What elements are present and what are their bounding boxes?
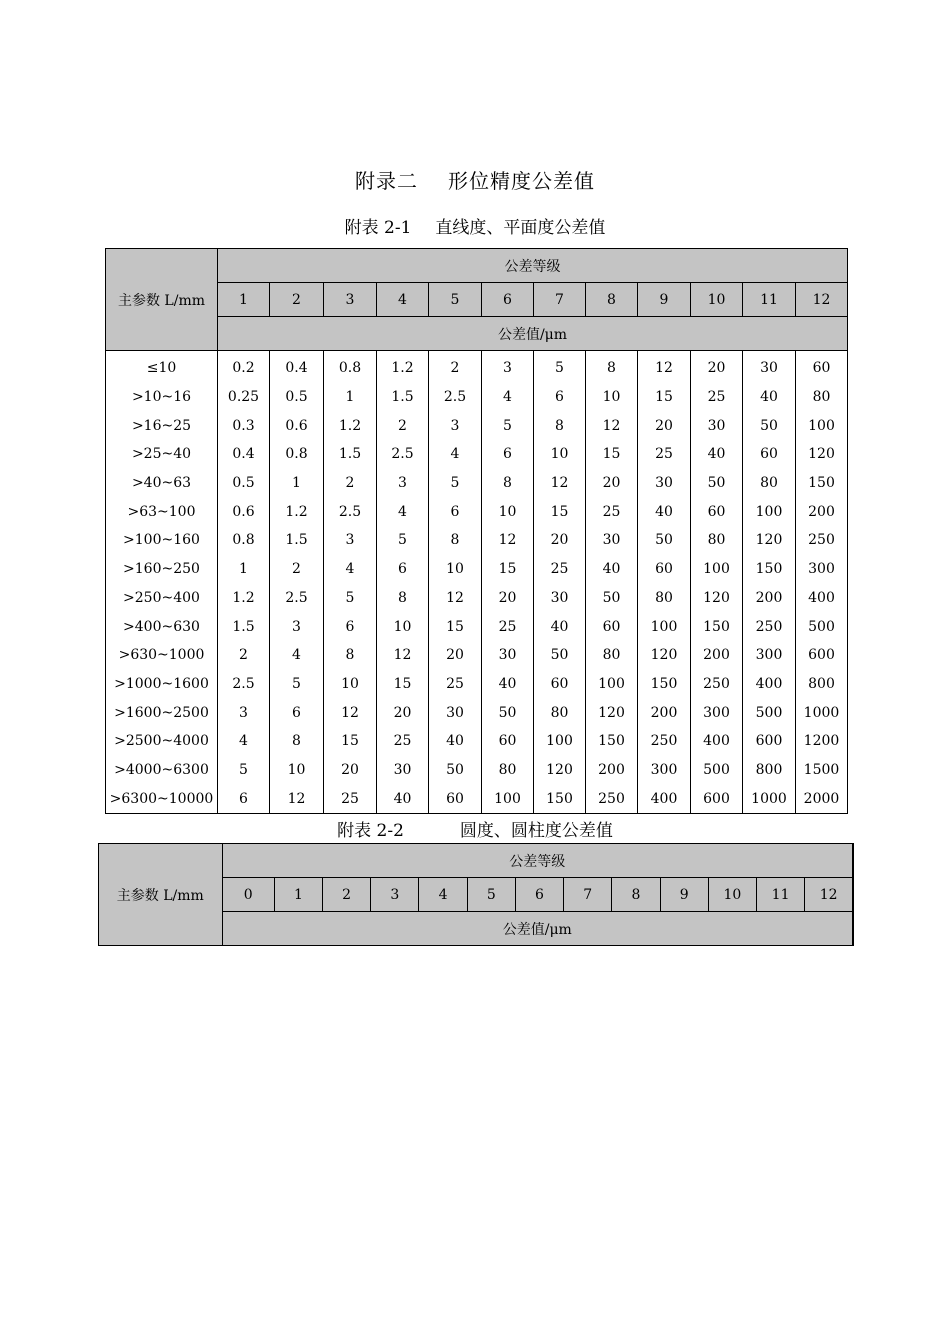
grade-cell: 1 [274, 878, 322, 912]
value-cell: 5 [482, 411, 534, 440]
value-cell: 2.5 [429, 383, 482, 412]
value-cell: 40 [482, 670, 534, 699]
value-cell: 250 [796, 526, 848, 555]
value-cell: 1.5 [377, 383, 429, 412]
table-row [106, 670, 848, 699]
table-row [106, 612, 848, 641]
value-cell: 50 [743, 411, 796, 440]
table-row [106, 784, 848, 813]
value-cell: 25 [691, 383, 743, 412]
value-cell: 12 [377, 641, 429, 670]
appendix-label: 附录二 [355, 169, 418, 193]
value-cell: 1.2 [377, 351, 429, 383]
value-cell: 300 [743, 641, 796, 670]
value-cell: 60 [429, 784, 482, 813]
value-cell: 0.25 [218, 383, 270, 412]
value-cell: 25 [377, 727, 429, 756]
value-cell: 2 [324, 469, 377, 498]
table1-caption [0, 213, 950, 238]
value-cell: 12 [638, 351, 691, 383]
value-cell: 100 [743, 497, 796, 526]
value-cell: 50 [534, 641, 586, 670]
value-cell: 250 [638, 727, 691, 756]
value-cell: 2 [218, 641, 270, 670]
table-row [106, 727, 848, 756]
value-cell: 30 [586, 526, 638, 555]
value-cell: 300 [638, 756, 691, 785]
value-cell: 0.2 [218, 351, 270, 383]
value-cell: 400 [691, 727, 743, 756]
value-cell: 40 [638, 497, 691, 526]
value-cell: 50 [586, 584, 638, 613]
value-cell: 1500 [796, 756, 848, 785]
value-cell: 60 [743, 440, 796, 469]
table-row [106, 440, 848, 469]
value-cell: 25 [482, 612, 534, 641]
value-cell: 30 [743, 351, 796, 383]
value-cell: 6 [324, 612, 377, 641]
value-cell: 200 [638, 698, 691, 727]
value-cell: 8 [377, 584, 429, 613]
value-cell: 40 [534, 612, 586, 641]
value-cell: 600 [691, 784, 743, 813]
table-row [106, 469, 848, 498]
value-cell: 3 [377, 469, 429, 498]
param-cell: >6300~10000 [106, 784, 218, 813]
value-cell: 1000 [743, 784, 796, 813]
value-cell: 12 [534, 469, 586, 498]
param-cell: >4000~6300 [106, 756, 218, 785]
roundness-cylindricity-table [98, 843, 854, 946]
table-row [106, 584, 848, 613]
value-cell: 4 [324, 555, 377, 584]
value-cell: 1 [324, 383, 377, 412]
table-row [106, 383, 848, 412]
value-cell: 12 [270, 784, 324, 813]
value-cell: 12 [482, 526, 534, 555]
grade-cell: 2 [323, 878, 371, 912]
value-cell: 60 [796, 351, 848, 383]
value-cell: 4 [218, 727, 270, 756]
value-cell: 150 [796, 469, 848, 498]
value-cell: 500 [796, 612, 848, 641]
table-row [106, 756, 848, 785]
value-cell: 5 [218, 756, 270, 785]
param-cell: >25~40 [106, 440, 218, 469]
value-cell: 3 [270, 612, 324, 641]
value-cell: 800 [796, 670, 848, 699]
value-cell: 0.3 [218, 411, 270, 440]
value-cell: 5 [270, 670, 324, 699]
value-cell: 0.4 [270, 351, 324, 383]
value-cell: 8 [482, 469, 534, 498]
value-cell: 15 [482, 555, 534, 584]
grade-cell: 10 [708, 878, 756, 912]
value-cell: 6 [377, 555, 429, 584]
value-cell: 2.5 [377, 440, 429, 469]
param-cell: >1000~1600 [106, 670, 218, 699]
value-cell: 10 [586, 383, 638, 412]
value-cell: 150 [638, 670, 691, 699]
value-cell: 120 [743, 526, 796, 555]
value-cell: 12 [324, 698, 377, 727]
value-cell: 25 [638, 440, 691, 469]
value-cell: 40 [586, 555, 638, 584]
param-cell: >10~16 [106, 383, 218, 412]
table2-caption-title: 圆度、圆柱度公差值 [459, 821, 613, 841]
grade-cell: 3 [371, 878, 419, 912]
table2-caption [0, 816, 950, 841]
value-cell: 800 [743, 756, 796, 785]
grade-cell: 7 [534, 283, 586, 317]
param-header: 主参数 L/mm [99, 844, 223, 946]
param-cell: >100~160 [106, 526, 218, 555]
grade-cell: 4 [377, 283, 429, 317]
grade-cell: 1 [218, 283, 270, 317]
value-cell: 1000 [796, 698, 848, 727]
value-cell: 10 [324, 670, 377, 699]
appendix-title: 形位精度公差值 [448, 169, 595, 193]
value-cell: 10 [534, 440, 586, 469]
grade-cell: 6 [482, 283, 534, 317]
page-title [0, 165, 950, 194]
value-cell: 100 [796, 411, 848, 440]
grade-cell: 9 [638, 283, 691, 317]
value-cell: 60 [482, 727, 534, 756]
value-cell: 4 [270, 641, 324, 670]
value-cell: 6 [534, 383, 586, 412]
value-cell: 20 [638, 411, 691, 440]
unit-header: 公差值/μm [218, 317, 848, 351]
value-cell: 20 [429, 641, 482, 670]
value-cell: 5 [534, 351, 586, 383]
value-cell: 300 [796, 555, 848, 584]
value-cell: 30 [691, 411, 743, 440]
grade-cell: 12 [796, 283, 848, 317]
value-cell: 150 [691, 612, 743, 641]
value-cell: 6 [270, 698, 324, 727]
value-cell: 40 [743, 383, 796, 412]
value-cell: 25 [429, 670, 482, 699]
value-cell: 600 [743, 727, 796, 756]
value-cell: 25 [534, 555, 586, 584]
value-cell: 6 [429, 497, 482, 526]
value-cell: 4 [377, 497, 429, 526]
value-cell: 300 [691, 698, 743, 727]
grade-header: 公差等级 [222, 844, 853, 878]
param-cell: >160~250 [106, 555, 218, 584]
param-cell: >250~400 [106, 584, 218, 613]
value-cell: 8 [586, 351, 638, 383]
value-cell: 25 [324, 784, 377, 813]
table-row [106, 411, 848, 440]
value-cell: 60 [534, 670, 586, 699]
param-cell: >400~630 [106, 612, 218, 641]
value-cell: 10 [429, 555, 482, 584]
table-row [106, 497, 848, 526]
value-cell: 15 [534, 497, 586, 526]
value-cell: 2.5 [270, 584, 324, 613]
value-cell: 120 [796, 440, 848, 469]
value-cell: 50 [482, 698, 534, 727]
value-cell: 10 [377, 612, 429, 641]
unit-header: 公差值/μm [222, 912, 853, 946]
value-cell: 100 [534, 727, 586, 756]
value-cell: 120 [534, 756, 586, 785]
value-cell: 50 [429, 756, 482, 785]
value-cell: 80 [638, 584, 691, 613]
value-cell: 400 [796, 584, 848, 613]
table1-caption-number: 附表 2-1 [344, 218, 412, 238]
value-cell: 1200 [796, 727, 848, 756]
value-cell: 250 [586, 784, 638, 813]
grade-cell: 0 [222, 878, 274, 912]
value-cell: 400 [638, 784, 691, 813]
value-cell: 80 [482, 756, 534, 785]
value-cell: 20 [482, 584, 534, 613]
value-cell: 60 [586, 612, 638, 641]
grade-cell: 12 [805, 878, 853, 912]
value-cell: 20 [534, 526, 586, 555]
value-cell: 10 [270, 756, 324, 785]
value-cell: 1.2 [324, 411, 377, 440]
value-cell: 1 [218, 555, 270, 584]
value-cell: 2000 [796, 784, 848, 813]
param-cell: >16~25 [106, 411, 218, 440]
table-row [106, 555, 848, 584]
value-cell: 20 [691, 351, 743, 383]
grade-cell: 3 [324, 283, 377, 317]
value-cell: 200 [743, 584, 796, 613]
param-cell: >1600~2500 [106, 698, 218, 727]
value-cell: 120 [586, 698, 638, 727]
value-cell: 100 [691, 555, 743, 584]
grade-cell: 9 [660, 878, 708, 912]
table2-caption-number: 附表 2-2 [337, 821, 404, 841]
value-cell: 120 [691, 584, 743, 613]
value-cell: 30 [534, 584, 586, 613]
value-cell: 40 [691, 440, 743, 469]
param-cell: ≤10 [106, 351, 218, 383]
value-cell: 250 [743, 612, 796, 641]
value-cell: 500 [691, 756, 743, 785]
value-cell: 5 [324, 584, 377, 613]
value-cell: 1.5 [324, 440, 377, 469]
value-cell: 50 [691, 469, 743, 498]
grade-cell: 8 [612, 878, 660, 912]
grade-cell: 5 [467, 878, 515, 912]
value-cell: 60 [691, 497, 743, 526]
value-cell: 20 [586, 469, 638, 498]
table-row [106, 351, 848, 383]
value-cell: 120 [638, 641, 691, 670]
value-cell: 15 [586, 440, 638, 469]
value-cell: 250 [691, 670, 743, 699]
value-cell: 8 [270, 727, 324, 756]
value-cell: 4 [429, 440, 482, 469]
value-cell: 2 [270, 555, 324, 584]
grade-cell: 6 [515, 878, 563, 912]
table-row [106, 641, 848, 670]
grade-cell: 5 [429, 283, 482, 317]
table1-body [106, 351, 848, 814]
value-cell: 25 [586, 497, 638, 526]
value-cell: 6 [482, 440, 534, 469]
table-row [106, 698, 848, 727]
value-cell: 30 [429, 698, 482, 727]
value-cell: 2 [377, 411, 429, 440]
value-cell: 60 [638, 555, 691, 584]
value-cell: 50 [638, 526, 691, 555]
value-cell: 500 [743, 698, 796, 727]
param-cell: >630~1000 [106, 641, 218, 670]
grade-cell: 4 [419, 878, 467, 912]
value-cell: 80 [743, 469, 796, 498]
value-cell: 1 [270, 469, 324, 498]
value-cell: 80 [586, 641, 638, 670]
straightness-flatness-table [105, 248, 848, 814]
value-cell: 150 [586, 727, 638, 756]
value-cell: 100 [638, 612, 691, 641]
value-cell: 100 [586, 670, 638, 699]
value-cell: 5 [429, 469, 482, 498]
param-cell: >40~63 [106, 469, 218, 498]
value-cell: 80 [691, 526, 743, 555]
value-cell: 30 [482, 641, 534, 670]
param-cell: >2500~4000 [106, 727, 218, 756]
value-cell: 3 [482, 351, 534, 383]
value-cell: 2 [429, 351, 482, 383]
value-cell: 150 [743, 555, 796, 584]
grade-row [106, 283, 848, 317]
value-cell: 15 [638, 383, 691, 412]
value-cell: 30 [638, 469, 691, 498]
value-cell: 0.6 [218, 497, 270, 526]
grade-cell: 8 [586, 283, 638, 317]
value-cell: 6 [218, 784, 270, 813]
value-cell: 1.5 [270, 526, 324, 555]
value-cell: 15 [377, 670, 429, 699]
value-cell: 0.5 [270, 383, 324, 412]
grade-cell: 11 [743, 283, 796, 317]
value-cell: 0.6 [270, 411, 324, 440]
value-cell: 8 [429, 526, 482, 555]
value-cell: 20 [377, 698, 429, 727]
value-cell: 2.5 [324, 497, 377, 526]
value-cell: 4 [482, 383, 534, 412]
value-cell: 8 [534, 411, 586, 440]
value-cell: 200 [691, 641, 743, 670]
value-cell: 8 [324, 641, 377, 670]
value-cell: 2.5 [218, 670, 270, 699]
table1-caption-title: 直线度、平面度公差值 [435, 218, 606, 238]
value-cell: 0.8 [324, 351, 377, 383]
value-cell: 0.8 [218, 526, 270, 555]
value-cell: 20 [324, 756, 377, 785]
value-cell: 15 [324, 727, 377, 756]
grade-header: 公差等级 [218, 249, 848, 283]
value-cell: 400 [743, 670, 796, 699]
value-cell: 0.5 [218, 469, 270, 498]
value-cell: 5 [377, 526, 429, 555]
value-cell: 12 [429, 584, 482, 613]
value-cell: 12 [586, 411, 638, 440]
value-cell: 15 [429, 612, 482, 641]
value-cell: 80 [534, 698, 586, 727]
value-cell: 40 [377, 784, 429, 813]
value-cell: 30 [377, 756, 429, 785]
value-cell: 40 [429, 727, 482, 756]
param-cell: >63~100 [106, 497, 218, 526]
value-cell: 600 [796, 641, 848, 670]
value-cell: 10 [482, 497, 534, 526]
value-cell: 3 [218, 698, 270, 727]
value-cell: 3 [324, 526, 377, 555]
grade-cell: 2 [270, 283, 324, 317]
value-cell: 150 [534, 784, 586, 813]
value-cell: 1.2 [270, 497, 324, 526]
grade-cell: 11 [756, 878, 804, 912]
table-row [106, 526, 848, 555]
value-cell: 1.5 [218, 612, 270, 641]
value-cell: 0.8 [270, 440, 324, 469]
value-cell: 3 [429, 411, 482, 440]
grade-cell: 10 [691, 283, 743, 317]
value-cell: 200 [796, 497, 848, 526]
param-header: 主参数 L/mm [106, 249, 218, 351]
value-cell: 200 [586, 756, 638, 785]
grade-cell: 7 [564, 878, 612, 912]
value-cell: 0.4 [218, 440, 270, 469]
value-cell: 80 [796, 383, 848, 412]
value-cell: 1.2 [218, 584, 270, 613]
value-cell: 100 [482, 784, 534, 813]
